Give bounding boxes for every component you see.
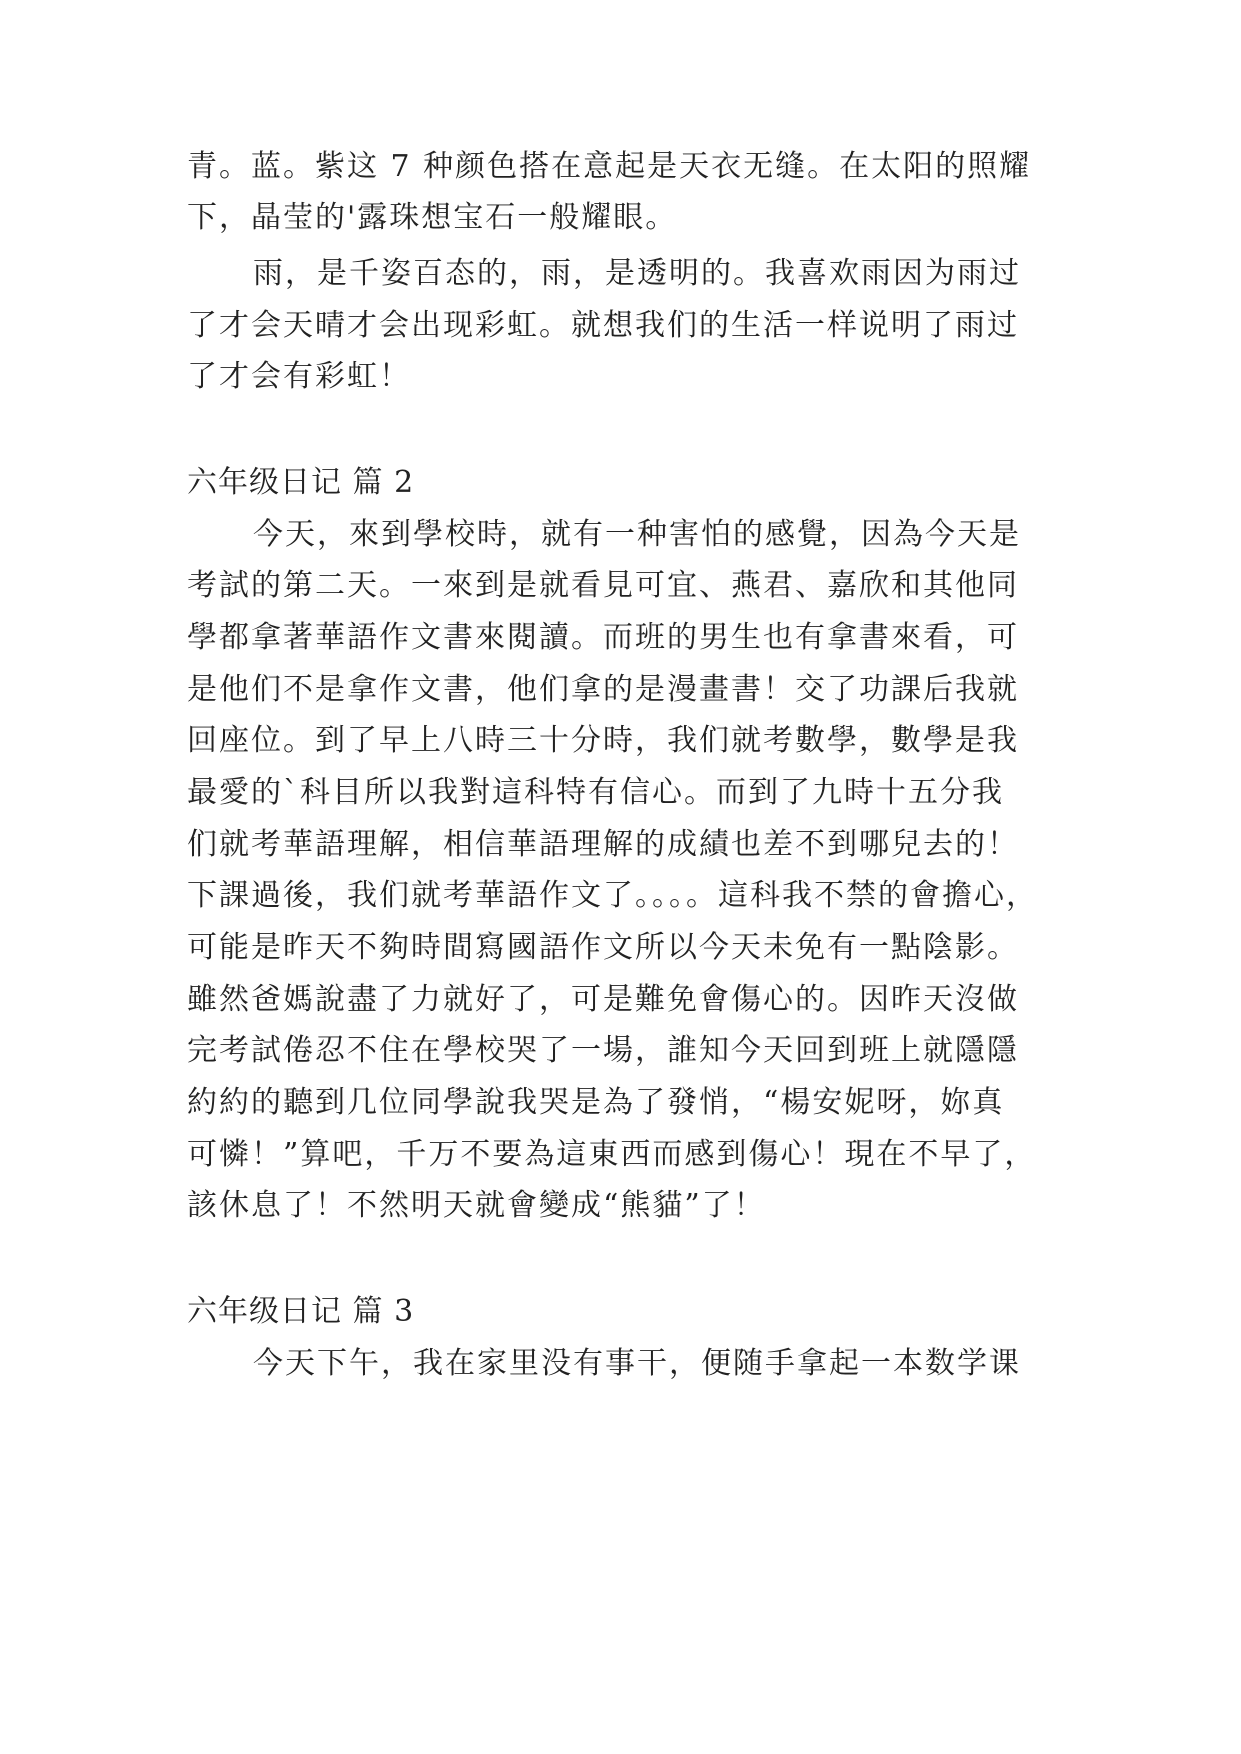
text-line: 回座位。到了早上八時三十分時，我们就考數學，數學是我	[187, 723, 1019, 758]
text-line: 學都拿著華語作文書來閱讀。而班的男生也有拿書來看，可	[187, 620, 1019, 655]
text-line: 約約的聽到几位同學說我哭是為了發悄，“楊安妮呀，妳真	[187, 1085, 1005, 1120]
text-line: 該休息了！不然明天就會變成“熊貓”了！	[187, 1188, 766, 1223]
section-heading: 六年级日记 篇 2	[187, 465, 415, 500]
text-line: 可憐！”算吧，千万不要為這東西而感到傷心！現在不早了，	[187, 1137, 1037, 1172]
text-line: 最愛的`科目所以我對這科特有信心。而到了九時十五分我	[187, 775, 1004, 810]
text-line: 了才会有彩虹！	[187, 359, 411, 394]
text-line: 雖然爸媽說盡了力就好了，可是難免會傷心的。因昨天沒做	[187, 982, 1019, 1017]
text-line: 可能是昨天不夠時間寫國語作文所以今天未免有一點陰影。	[187, 930, 1019, 965]
text-line: 是他们不是拿作文書，他们拿的是漫畫書！交了功課后我就	[187, 672, 1019, 707]
text-line: 今天，來到學校時，就有一种害怕的感覺，因為今天是	[253, 517, 1021, 552]
text-line: 考試的第二天。一來到是就看見可宜、燕君、嘉欣和其他同	[187, 568, 1019, 603]
text-line: 今天下午，我在家里没有事干，便随手拿起一本数学课	[253, 1346, 1021, 1381]
text-line: 青。蓝。紫这 7 种颜色搭在意起是天衣无缝。在太阳的照耀	[187, 149, 1032, 184]
text-line: 下，晶莹的'露珠想宝石一般耀眼。	[187, 200, 678, 235]
text-line: 们就考華語理解，相信華語理解的成績也差不到哪兒去的！	[187, 827, 1019, 862]
section-heading: 六年级日记 篇 3	[187, 1294, 415, 1329]
text-line: 了才会天晴才会出现彩虹。就想我们的生活一样说明了雨过	[187, 308, 1019, 343]
text-line: 雨，是千姿百态的，雨，是透明的。我喜欢雨因为雨过	[253, 256, 1021, 291]
text-line: 下課過後，我们就考華語作文了。。。。這科我不禁的會擔心，	[187, 878, 1038, 913]
text-line: 完考試倦忍不住在學校哭了一場，誰知今天回到班上就隱隱	[187, 1033, 1019, 1068]
